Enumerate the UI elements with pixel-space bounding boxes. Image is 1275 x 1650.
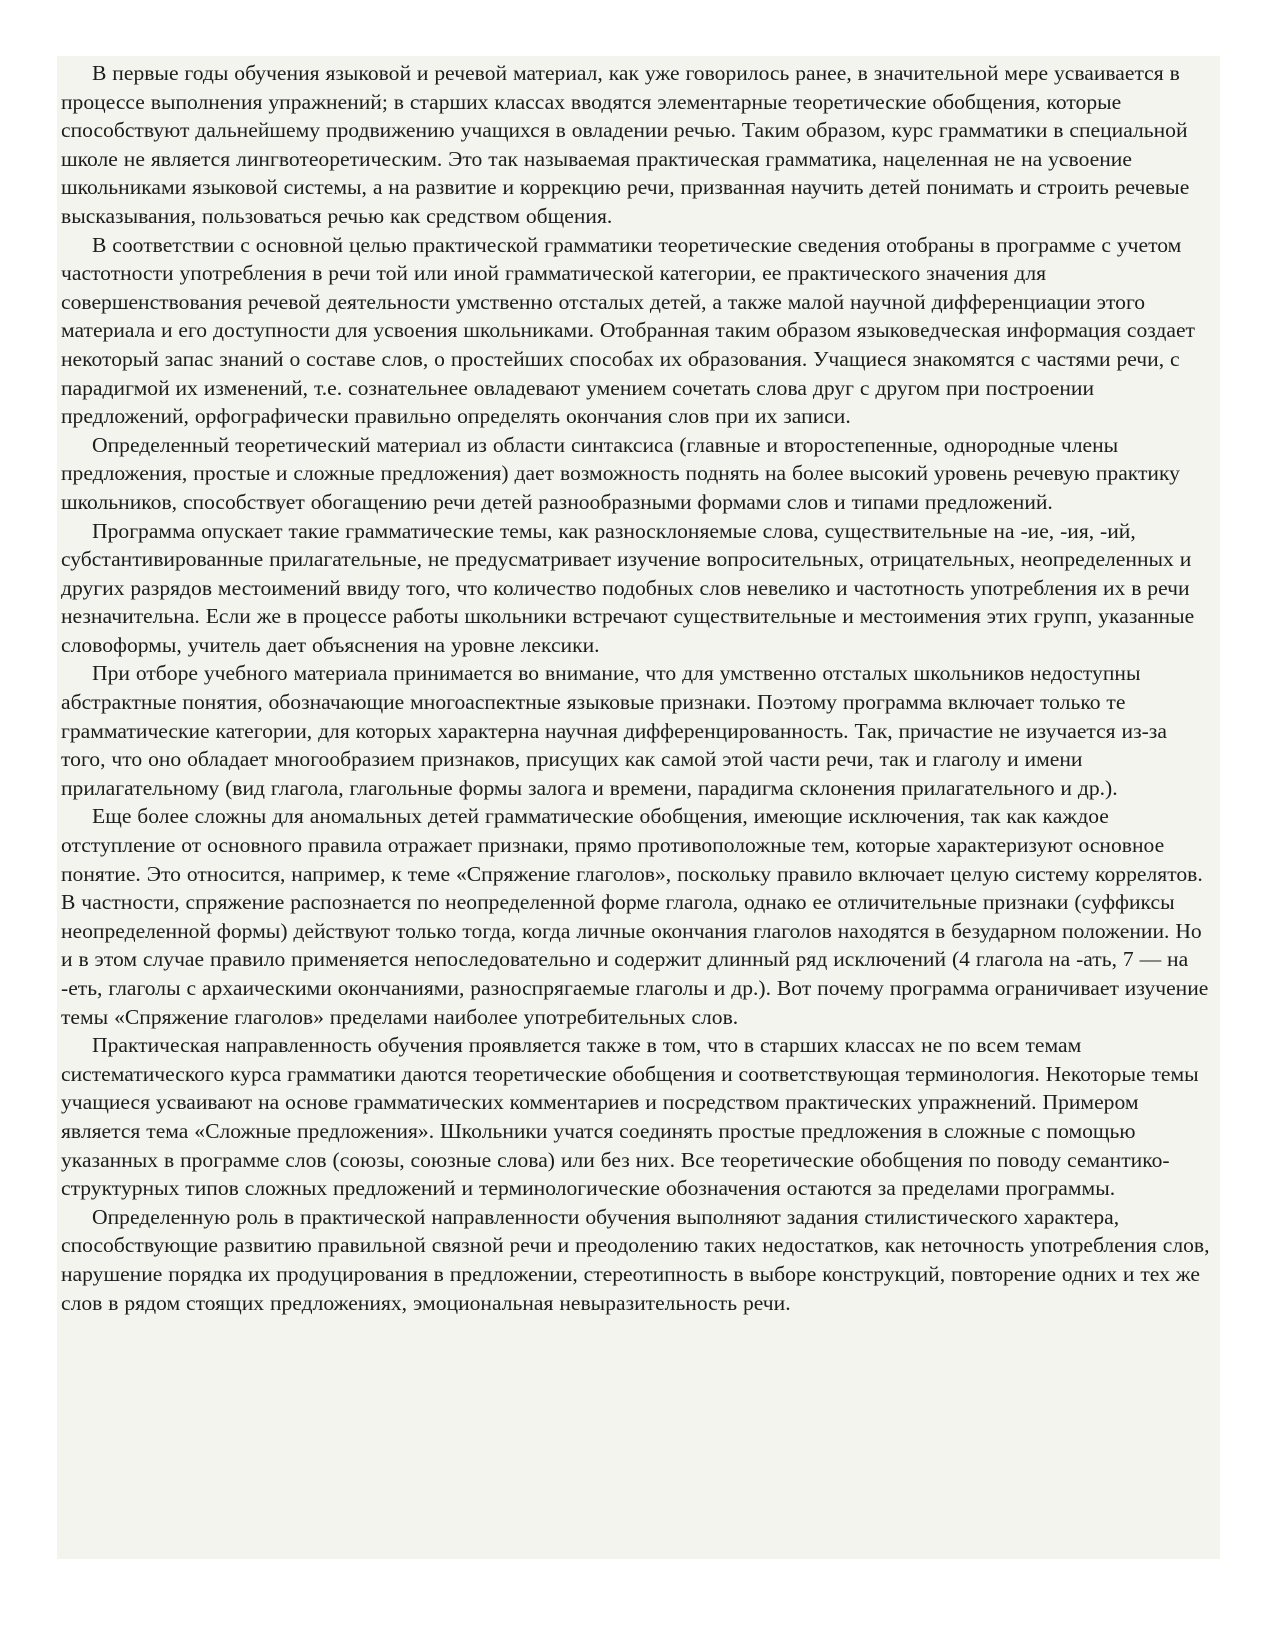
paragraph-4: Программа опускает такие грамматические темы, как разносклоняемые слова, существительные на -ие, -ия, -ий, субстантивированные прилагательные, не предусматривает изучение вопросительных, отрицательных, неопределенных и других разрядов местоимений ввиду того, что количество подобных слов невелико и частотность употребления их в речи незначительна. Если же в процессе работы школьники встречают существительные и местоимения этих групп, указанные словоформы, учитель дает объяснения на уровне лексики. bbox=[61, 518, 1195, 657]
document-page bbox=[57, 56, 1220, 1559]
paragraph-1: В первые годы обучения языковой и речевой материал, как уже говорилось ранее, в значительной мере усваивается в процессе выполнения упражнений; в старших классах вводятся элементарные теоретические обобщения, которые способствуют дальнейшему продвижению учащихся в овладении речью. Таким образом, курс грамматики в специальной школе не является лингвотеоретическим. Это так называемая практическая грамматика, нацеленная не на усвоение школьниками языковой системы, а на развитие и коррекцию речи, призванная научить детей понимать и строить речевые высказывания, пользоваться речью как средством общения. bbox=[61, 61, 1190, 228]
paragraph-3: Определенный теоретический материал из области синтаксиса (главные и второстепенные, однородные члены предложения, простые и сложные предложения) дает возможность поднять на более высокий уровень речевую практику школьников, способствует обогащению речи детей разнообразными формами слов и типами предложений. bbox=[61, 432, 1180, 514]
paragraph-8: Определенную роль в практической направленности обучения выполняют задания стилистического характера, способствующие развитию правильной связной речи и преодолению таких недостатков, как неточность употребления слов, нарушение порядка их продуцирования в предложении, стереотипность в выборе конструкций, повторение одних и тех же слов в рядом стоящих предложениях, эмоциональная невыразительность речи. bbox=[61, 1204, 1210, 1315]
paragraph-6: Еще более сложны для аномальных детей грамматические обобщения, имеющие исключения, так как каждое отступление от основного правила отражает признаки, прямо противоположные тем, которые характеризуют основное понятие. Это относится, например, к теме «Спряжение глаголов», поскольку правило включает целую систему коррелятов. В частности, спряжение распознается по неопределенной форме глагола, однако ее отличительные признаки (суффиксы неопределенной формы) действуют только тогда, когда личные окончания глаголов находятся в безударном положении. Но и в этом случае правило применяется непоследовательно и содержит длинный ряд исключений (4 глагола на -ать, 7 — на -еть, глаголы с архаическими окончаниями, разноспрягаемые глаголы и др.). Вот почему программа ограничивает изучение темы «Спряжение глаголов» пределами наиболее употребительных слов. bbox=[61, 804, 1209, 1029]
paragraph-7: Практическая направленность обучения проявляется также в том, что в старших классах не по всем темам систематического курса грамматики даются теоретические обобщения и соответствующая терминология. Некоторые темы учащиеся усваивают на основе грамматических комментариев и посредством практических упражнений. Примером является тема «Сложные предложения». Школьники учатся соединять простые предложения в сложные с помощью указанных в программе слов (союзы, союзные слова) или без них. Все теоретические обобщения по поводу семантико-структурных типов сложных предложений и терминологические обозначения остаются за пределами программы. bbox=[61, 1033, 1199, 1201]
paragraph-2: В соответствии с основной целью практической грамматики теоретические сведения отобраны в программе с учетом частотности употребления в речи той или иной грамматической категории, ее практического значения для совершенствования речевой деятельности умственно отсталых детей, а также малой научной дифференциации этого материала и его доступности для усвоения школьниками. Отобранная таким образом языковедческая информация создает некоторый запас знаний о составе слов, о простейших способах их образования. Учащиеся знакомятся с частями речи, с парадигмой их изменений, т.е. сознательнее овладевают умением сочетать слова друг с другом при построении предложений, орфографически правильно определять окончания слов при их записи. bbox=[61, 232, 1195, 429]
paragraph-5: При отборе учебного материала принимается во внимание, что для умственно отсталых школьников недоступны абстрактные понятия, обозначающие многоаспектные языковые признаки. Поэтому программа включает только те грамматические категории, для которых характерна научная дифференцированность. Так, причастие не изучается из-за того, что оно обладает многообразием признаков, присущих как самой этой части речи, так и глаголу и имени прилагательному (вид глагола, глагольные формы залога и времени, парадигма склонения прилагательного и др.). bbox=[61, 661, 1167, 800]
